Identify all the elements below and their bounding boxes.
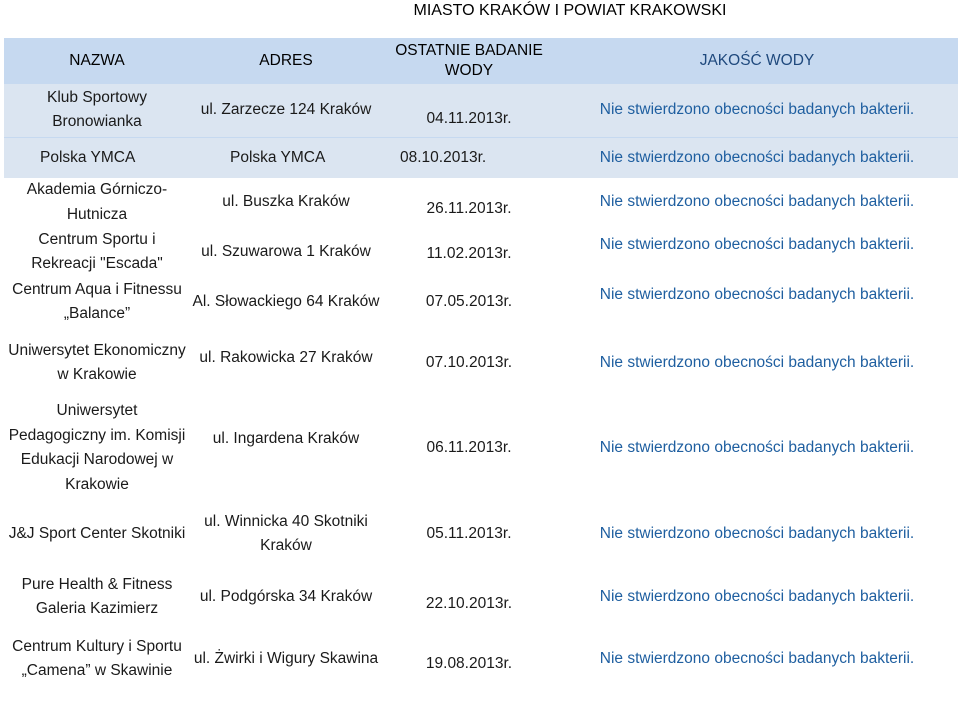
cell-quality: Nie stwierdzono obecności badanych bakterii. bbox=[599, 438, 915, 456]
cell-address: ul. Winnicka 40 Skotniki Kraków bbox=[204, 512, 368, 554]
cell-address: ul. Ingardena Kraków bbox=[212, 429, 360, 447]
table-row bbox=[4, 227, 958, 277]
table-row bbox=[4, 327, 958, 399]
document-title: MIASTO KRAKÓW I POWIAT KRAKOWSKI bbox=[413, 2, 727, 19]
table-header-row bbox=[4, 38, 958, 84]
cell-date: 22.10.2013r. bbox=[425, 594, 513, 612]
cell-date: 05.11.2013r. bbox=[426, 524, 512, 542]
cell-address: ul. Podgórska 34 Kraków bbox=[199, 587, 373, 605]
cell-quality: Nie stwierdzono obecności badanych bakterii. bbox=[599, 193, 915, 211]
cell-name: Akademia Górniczo- Hutnicza bbox=[26, 181, 168, 223]
table-row bbox=[4, 623, 958, 695]
cell-quality: Nie stwierdzono obecności badanych bakterii. bbox=[599, 524, 915, 542]
table-row bbox=[4, 399, 958, 497]
cell-date: 04.11.2013r. bbox=[382, 84, 556, 137]
cell-quality: Nie stwierdzono obecności badanych bakterii. bbox=[556, 84, 958, 137]
cell-quality: Nie stwierdzono obecności badanych bakterii. bbox=[599, 235, 915, 253]
cell-name: Centrum Aqua i Fitnessu „Balance” bbox=[12, 280, 182, 322]
table-row bbox=[4, 571, 958, 623]
cell-date: 07.10.2013r. bbox=[425, 353, 513, 371]
cell-date: 19.08.2013r. bbox=[425, 654, 513, 672]
cell-date: 11.02.2013r. bbox=[426, 244, 512, 262]
pools-table bbox=[4, 38, 958, 695]
cell-name: J&J Sport Center Skotniki bbox=[8, 524, 186, 542]
cell-address: ul. Żwirki i Wigury Skawina bbox=[193, 649, 379, 667]
cell-address: ul. Rakowicka 27 Kraków bbox=[199, 348, 373, 366]
cell-address: Al. Słowackiego 64 Kraków bbox=[192, 292, 380, 310]
cell-date: 08.10.2013r. bbox=[400, 148, 487, 166]
cell-quality: Nie stwierdzono obecności badanych bakterii. bbox=[599, 285, 915, 303]
cell-date: 26.11.2013r. bbox=[426, 200, 512, 218]
table-row bbox=[4, 84, 958, 137]
cell-address: ul. Buszka Kraków bbox=[222, 193, 350, 211]
cell-quality: Nie stwierdzono obecności badanych bakterii. bbox=[556, 137, 958, 178]
cell-address: Polska YMCA bbox=[230, 148, 326, 166]
cell-name: Polska YMCA bbox=[40, 148, 136, 166]
cell-quality: Nie stwierdzono obecności badanych bakterii. bbox=[599, 587, 915, 605]
cell-name: Klub Sportowy Bronowianka bbox=[4, 84, 190, 137]
cell-name: Uniwersytet Pedagogiczny im. Komisji Edukacji Narodowej w Krakowie bbox=[8, 402, 186, 493]
cell-date: 06.11.2013r. bbox=[426, 438, 512, 456]
table-row bbox=[4, 137, 958, 178]
cell-name: Uniwersytet Ekonomiczny w Krakowie bbox=[8, 341, 186, 383]
header-water-quality: JAKOŚĆ WODY bbox=[556, 38, 958, 84]
cell-name: Centrum Kultury i Sportu „Camena” w Skawinie bbox=[12, 637, 182, 679]
cell-inline-group bbox=[4, 137, 556, 178]
cell-address: ul. Szuwarowa 1 Kraków bbox=[201, 242, 371, 260]
table-row bbox=[4, 497, 958, 571]
cell-date: 07.05.2013r. bbox=[425, 292, 513, 310]
cell-name: Centrum Sportu i Rekreacji "Escada" bbox=[31, 230, 163, 272]
header-address: ADRES bbox=[190, 38, 382, 84]
cell-name: Pure Health & Fitness Galeria Kazimierz bbox=[21, 575, 173, 617]
header-name: NAZWA bbox=[4, 38, 190, 84]
table-row bbox=[4, 178, 958, 227]
header-last-test: OSTATNIE BADANIE WODY bbox=[382, 38, 556, 84]
cell-address: ul. Zarzecze 124 Kraków bbox=[190, 84, 382, 137]
table-row bbox=[4, 277, 958, 327]
cell-quality: Nie stwierdzono obecności badanych bakterii. bbox=[599, 353, 915, 371]
cell-quality: Nie stwierdzono obecności badanych bakterii. bbox=[599, 649, 915, 667]
